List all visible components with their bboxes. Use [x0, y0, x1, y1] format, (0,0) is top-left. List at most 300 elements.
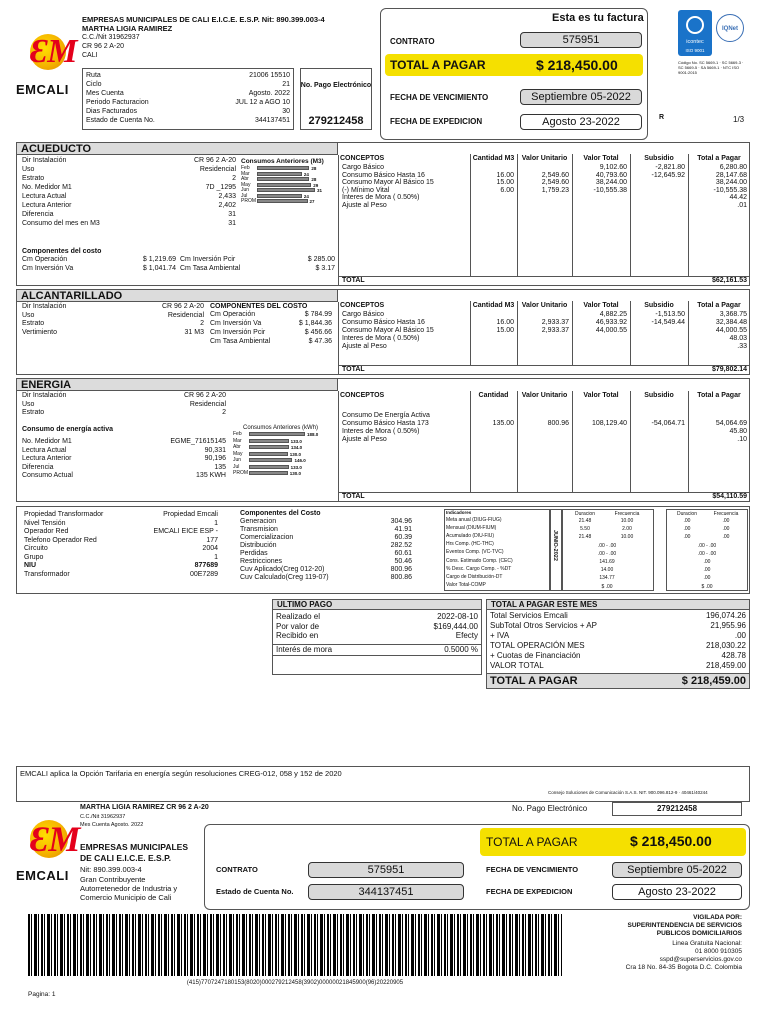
table-cell: -1,513.50: [655, 311, 685, 318]
ultimo-pago-value: Efecty: [455, 631, 478, 640]
indicador-value: .00: [722, 534, 730, 541]
table-header: Subsidio: [644, 302, 674, 309]
table-cell: Cargo Básico: [342, 311, 385, 318]
chart-bar: [249, 465, 289, 469]
chart-value-label: 31: [317, 188, 323, 193]
cupon-exped-label: FECHA DE EXPEDICION: [486, 887, 573, 896]
indicador-label: Acumulado (DIU-FIU): [446, 533, 495, 540]
table-cell: 9,102.60: [599, 164, 627, 171]
table-cell: 2,549.60: [541, 179, 569, 186]
chart-bar: [249, 458, 292, 462]
info-label: Uso: [22, 311, 35, 319]
prop-label: Circuito: [24, 545, 48, 552]
table-header: Cantidad: [478, 392, 509, 399]
indicador-label: Eventos Comp. (VC-TVC): [446, 549, 504, 556]
table-header: Subsidio: [644, 392, 674, 399]
chart-value-label: 130.0: [289, 471, 301, 476]
acueducto-consumos-title: Consumos Anteriores (M3): [241, 158, 324, 165]
chart-month-label: May: [233, 450, 243, 457]
indicador-value: 141.69: [599, 559, 615, 566]
info-value: 90,331: [204, 446, 226, 454]
table-cell: -10,555.38: [593, 186, 627, 194]
info-label: No. Medidor M1: [22, 184, 72, 191]
table-cell: Consumo Básico Hasta 16: [342, 319, 425, 326]
ultimo-pago-label: Recibido en: [276, 631, 319, 640]
table-column-divider: [572, 391, 573, 492]
cupon-extra-line: Comercio Municipio de Cali: [80, 893, 172, 902]
total-mes-value-row: 196,074.26: [705, 611, 746, 620]
info-value: Residencial: [167, 311, 204, 319]
info-value: 31: [228, 220, 236, 227]
total-mes-value-row: 21,955.96: [710, 621, 746, 630]
info-value: EGME_71615145: [170, 438, 226, 445]
table-cell: 4,882.25: [599, 311, 627, 318]
cupon-contrato-value: 575951: [308, 862, 464, 878]
costo-value: $ 285.00: [307, 256, 335, 263]
chart-bar: [257, 177, 309, 181]
table-header: Valor Total: [583, 155, 619, 162]
chart-value-label: 133.0: [290, 438, 302, 444]
ultimo-pago-value: 2022-08-10: [437, 612, 478, 621]
prop-value: 1: [214, 553, 218, 561]
costo-label: Generacion: [240, 518, 277, 525]
table-header: CONCEPTOS: [340, 155, 385, 162]
info-value: CR 96 2 A-20: [193, 157, 236, 164]
table-cell: .33: [737, 343, 747, 350]
table-cell: 28,147.68: [715, 171, 747, 179]
cupon-estado-value: 344137451: [308, 884, 464, 900]
ultimo-pago-label: Realizado el: [276, 612, 321, 621]
info-label: Estrato: [22, 320, 45, 327]
table-cell: 15.00: [496, 179, 514, 186]
chart-bar: [257, 194, 302, 198]
table-header: Total a Pagar: [697, 155, 741, 162]
indicador-col: Duracion: [574, 511, 595, 517]
indicador-value: 5.50: [580, 526, 590, 533]
table-header: CONCEPTOS: [340, 392, 385, 399]
linea-line: sspd@superservicios.gov.co: [659, 956, 742, 963]
customer-city: CALI: [82, 52, 98, 59]
table-header: Cantidad M3: [472, 302, 515, 309]
table-cell: 16.00: [496, 319, 514, 326]
costo-label: Cuv Calculado(Creg 119-07): [240, 574, 329, 581]
table-cell: 32,384.48: [715, 319, 747, 326]
info-value: CR 96 2 A-20: [161, 303, 204, 310]
total-mes-title: TOTAL A PAGAR ESTE MES: [486, 599, 750, 610]
table-cell: 44.42: [729, 194, 747, 201]
customer-cc: C.C./Nit 31962937: [82, 34, 140, 41]
table-cell: Ajuste al Peso: [342, 436, 387, 443]
chart-bar: [257, 172, 302, 176]
chart-value-label: 24: [303, 193, 309, 199]
costo-value: $ 1,041.74: [142, 265, 176, 272]
cupon-total-value: $ 218,450.00: [630, 833, 712, 849]
info-label: Uso: [22, 166, 35, 173]
total-mes-value-row: .00: [734, 631, 746, 640]
table-cell: -2,821.80: [655, 164, 685, 171]
chart-value-label: 29: [313, 182, 319, 188]
linea-line: Cra 18 No. 84-35 Bogota D.C. Colombia: [625, 964, 742, 971]
table-cell: Consumo Básico Hasta 173: [342, 420, 429, 427]
vigilada-line: VIGILADA POR:: [693, 914, 742, 921]
info-value: Residencial: [199, 166, 236, 173]
chart-bar: [249, 471, 288, 475]
cupon-extra-line: Gran Contribuyente: [80, 875, 146, 884]
table-cell: Consumo Básico Hasta 16: [342, 171, 425, 179]
info-label: Lectura Actual: [22, 193, 67, 200]
costo-value: $ 47.36: [308, 338, 332, 345]
chart-month-label: PROM: [241, 198, 256, 204]
costo-label: Cuv Aplicado(Creg 012-20): [240, 566, 325, 573]
table-cell: Interes de Mora ( 0.50%): [342, 335, 420, 342]
table-total-label: TOTAL: [342, 366, 365, 373]
info-value: 7D _1295: [205, 184, 236, 191]
cupon-mes: Mes Cuenta Agosto. 2022: [80, 822, 144, 828]
indicador-value: .00 - .00: [697, 543, 717, 549]
costo-label: Comercializacion: [240, 534, 294, 541]
indicador-value: .00: [683, 534, 691, 541]
table-cell: 6,280.80: [719, 164, 747, 171]
chart-value-label: 133.0: [290, 464, 302, 470]
emcali-logo-text: EMCALI: [16, 82, 69, 97]
consorcio-text: Consejo Soluciones de Comunicación S.A.S. NIT. 900.096.812-9 · 40461/40244: [548, 790, 708, 795]
barcode-text: (415)7707247180153(8020)000279212458(3902)00000021845900(96)20220905: [186, 980, 404, 986]
cupon-customer: MARTHA LIGIA RAMIREZ CR 96 2 A-20: [80, 804, 209, 811]
indicador-value: .00: [703, 575, 711, 582]
table-cell: 38,244.00: [715, 179, 747, 186]
table-cell: 2,933.37: [541, 319, 569, 326]
chart-bar: [257, 199, 308, 203]
indicador-label: Mensual (DIUM-FIUM): [446, 525, 497, 532]
chart-bar: [257, 166, 309, 170]
table-cell: .10: [737, 436, 747, 443]
chart-bar: [249, 452, 288, 456]
cert-codes: Código No. SC 5669-1 · SC 5669-3 · SC 5669-5 · SA 5669-1 · NTC ISO 9001:2015: [678, 60, 744, 75]
costo-value: 282.52: [390, 542, 412, 549]
table-cell: 1,759.23: [541, 186, 569, 194]
info-label: No. Medidor M1: [22, 438, 72, 445]
indicador-value: .00: [722, 518, 730, 524]
indicador-value: $ .00: [601, 583, 613, 590]
linea-line: Linea Gratuita Nacional:: [672, 940, 742, 947]
table-cell: Ajuste al Peso: [342, 343, 387, 350]
cupon-pago-label: No. Pago Electrónico: [512, 804, 588, 813]
prop-label: Telefono Operador Red: [24, 536, 97, 544]
nota-text: EMCALI aplica la Opción Tarifaria en energía según resoluciones CREG-012, 058 y 152 de 2020: [20, 769, 342, 778]
energia-consumos-title: Consumos Anteriores (kWh): [243, 425, 319, 431]
venc-label: FECHA DE VENCIMIENTO: [390, 93, 489, 102]
company-name: EMPRESAS MUNICIPALES DE CALI E.I.C.E. E.S.P. Nit: 890.399.003-4: [82, 15, 325, 24]
info-value: 90,196: [204, 455, 226, 462]
table-cell: 44,000.55: [715, 327, 747, 334]
costo-label: Cm Operación: [22, 256, 68, 263]
r-label: R: [659, 114, 665, 121]
costo-value: 60.61: [394, 550, 412, 557]
cupon-venc-value: Septiembre 05-2022: [612, 862, 742, 878]
table-cell: 2,549.60: [541, 171, 569, 179]
info-value: 21006 15510: [249, 72, 290, 79]
table-header: Subsidio: [644, 155, 674, 162]
indicador-value: .00: [683, 526, 691, 533]
iqnet-icon: [716, 14, 744, 42]
energia-title: ENERGIA: [16, 378, 338, 391]
prop-label: Operador Red: [24, 528, 69, 535]
indicador-value: .00: [703, 559, 711, 566]
indicador-value: 10.00: [620, 534, 634, 541]
table-cell: -54,064.71: [651, 420, 685, 427]
cupon-nit: Nit: 890.399.003-4: [80, 865, 142, 874]
costo-label: Cm Inversión Va: [22, 265, 74, 272]
cupon-company-1: EMPRESAS MUNICIPALES: [80, 842, 188, 852]
indicadores-title: Indicadores: [446, 510, 472, 515]
acueducto-title: ACUEDUCTO: [16, 142, 338, 155]
costo-label: Transmision: [240, 526, 278, 533]
indicador-col: Frecuencia: [713, 511, 739, 517]
table-cell: 108,129.40: [591, 420, 627, 427]
costo-value: $ 1,844.36: [298, 320, 332, 327]
total-mes-label-row: Total Servicios Emcali: [490, 611, 568, 620]
indicador-label: Hrs Comp. (HC-THC): [446, 541, 494, 548]
indicador-value: 21.48: [578, 518, 592, 524]
page-fraction: 1/3: [733, 115, 745, 124]
info-label: Lectura Anterior: [22, 455, 72, 462]
table-header: Cantidad M3: [472, 155, 515, 162]
chart-value-label: 28: [311, 166, 317, 171]
cupon-venc-label: FECHA DE VENCIMIENTO: [486, 865, 579, 874]
indicador-value: 2.00: [622, 526, 632, 533]
info-label: Dir Instalación: [22, 392, 67, 399]
total-mes-label: TOTAL A PAGAR: [490, 675, 578, 687]
table-cell: 48.03: [729, 335, 747, 342]
info-value: 2,402: [218, 202, 236, 209]
prop-label: Grupo: [24, 553, 44, 561]
vigilada-line: PUBLICOS DOMICILIARIOS: [656, 930, 742, 937]
cupon-total-label: TOTAL A PAGAR: [486, 835, 578, 849]
costo-value: 800.86: [390, 574, 412, 581]
info-label: Dir Instalación: [22, 157, 67, 164]
table-header: Valor Unitario: [521, 392, 568, 399]
info-label: Periodo Facturacion: [86, 99, 149, 106]
contrato-value: 575951: [520, 32, 642, 48]
costo-label: Cm Inversión Pcir: [210, 329, 266, 336]
costo-label: Cm Tasa Ambiental: [180, 265, 241, 272]
table-total-value: $54,110.59: [712, 493, 747, 500]
indicadores-period-label: JUNIO-2022: [552, 530, 558, 561]
indicador-value: 21.48: [578, 534, 592, 541]
table-cell: 15.00: [496, 327, 514, 334]
table-header: Valor Total: [583, 302, 619, 309]
table-cell: -10,555.38: [713, 186, 747, 194]
info-value: 2: [232, 175, 236, 182]
info-value: Agosto. 2022: [248, 90, 290, 97]
chart-value-label: 28: [311, 177, 317, 182]
table-cell: Cargo Básico: [342, 164, 385, 171]
info-label: Ruta: [86, 72, 101, 79]
exped-label: FECHA DE EXPEDICION: [390, 117, 483, 126]
prop-value: 177: [206, 536, 218, 544]
table-cell: Consumo Mayor Al Básico 15: [342, 327, 434, 334]
table-cell: -14,549.44: [651, 319, 685, 326]
table-total-label: TOTAL: [342, 493, 365, 500]
costo-value: 50.46: [394, 558, 412, 565]
table-cell: (-) Mínimo Vital: [342, 186, 390, 194]
table-cell: -12,645.92: [651, 171, 685, 179]
indicador-value: .00 - .00: [697, 551, 717, 558]
table-cell: 46,933.92: [595, 319, 627, 326]
table-cell: Interes de Mora ( 0.50%): [342, 194, 420, 201]
table-header: Total a Pagar: [697, 302, 741, 309]
costo-value: 800.96: [390, 566, 412, 573]
table-cell: 800.96: [547, 420, 569, 427]
chart-bar: [249, 445, 289, 449]
mora-value: 0.5000 %: [444, 645, 478, 654]
total-value: $ 218,450.00: [536, 57, 618, 73]
info-label: Lectura Actual: [22, 446, 67, 454]
cupon-exped-value: Agosto 23-2022: [612, 884, 742, 900]
info-value: 2,433: [218, 193, 236, 200]
chart-bar: [257, 188, 315, 192]
costo-value: $ 1,219.69: [142, 256, 176, 263]
barcode-icon: [28, 914, 562, 976]
info-value: 21: [282, 81, 290, 88]
prop-value: Propiedad Emcali: [163, 511, 218, 518]
indicador-value: .00 - .00: [597, 551, 617, 558]
total-mes-value-row: 218,030.22: [705, 641, 746, 650]
chart-value-label: 134.0: [290, 445, 303, 450]
cupon-pago-value: 279212458: [656, 804, 698, 813]
cupon-cc: C.C./Nit 31962937: [80, 814, 126, 820]
total-mes-label-row: + IVA: [490, 631, 510, 640]
table-cell: 40,793.60: [595, 171, 627, 179]
chart-month-label: Mar: [233, 437, 242, 444]
indicador-label: Cons. Estimado Comp. (CEC): [446, 557, 513, 564]
ultimo-pago-label: Por valor de: [276, 621, 320, 631]
table-cell: 16.00: [496, 171, 514, 179]
indicador-value: 10.00: [620, 518, 634, 524]
table-cell: Consumo De Energía Activa: [342, 412, 430, 419]
info-label: Estado de Cuenta No.: [86, 117, 155, 124]
chart-bar: [257, 183, 311, 187]
chart-value-label: 24: [303, 171, 309, 177]
exped-value: Agosto 23-2022: [520, 114, 642, 130]
chart-month-label: Jul: [233, 463, 240, 470]
total-mes-label-row: TOTAL OPERACIÓN MES: [490, 641, 585, 650]
indicador-col: Duracion: [676, 511, 697, 517]
total-mes-value-row: 428.78: [721, 651, 746, 660]
prop-value: 00E7289: [189, 570, 218, 578]
acueducto-costo-title: Componentes del costo: [22, 248, 102, 255]
energia-costo-title: Componentes del Costo: [240, 510, 321, 517]
costo-label: Cm Operación: [210, 311, 256, 318]
chart-value-label: 146.0: [294, 458, 306, 463]
chart-value-label: 130.0: [289, 451, 301, 457]
info-value: CR 96 2 A-20: [183, 392, 226, 399]
chart-month-label: Jun: [233, 457, 242, 463]
prop-label: Propiedad Transformador: [24, 511, 104, 518]
costo-label: Cm Inversión Va: [210, 320, 262, 327]
indicador-value: 134.77: [599, 575, 615, 582]
prop-value: 2004: [202, 545, 218, 552]
emcali-logo-mark-2: ƐМ: [30, 819, 81, 859]
info-label: Estrato: [22, 175, 45, 182]
emcali-logo-text-2: EMCALI: [16, 868, 69, 883]
vigilada-line: SUPERINTENDENCIA DE SERVICIOS: [627, 922, 742, 929]
indicador-col: Frecuencia: [614, 511, 640, 517]
table-cell: .01: [737, 201, 747, 209]
info-label: Uso: [22, 400, 35, 408]
total-mes-label-row: SubTotal Otros Servicios + AP: [490, 621, 597, 630]
ultimo-pago-value: $169,444.00: [433, 621, 478, 631]
alcantarillado-title: ALCANTARILLADO: [16, 289, 338, 302]
indicador-label: Meta anual (DIUG-FIUG): [446, 517, 502, 523]
acueducto-consumos-chart: [241, 166, 337, 216]
table-cell: 135.00: [492, 420, 514, 427]
table-column-divider: [630, 391, 631, 492]
energia-consumos-chart: [233, 432, 333, 482]
chart-month-label: Abr: [241, 176, 249, 182]
table-total-value: $79,802.14: [711, 366, 747, 373]
info-value: 31: [228, 211, 236, 218]
info-label: Diferencia: [22, 463, 54, 471]
chart-month-label: Feb: [233, 431, 242, 437]
customer-name: MARTHA LIGIA RAMIREZ: [82, 24, 173, 33]
info-value: 344137451: [254, 117, 290, 124]
table-cell: 54,064.69: [715, 420, 747, 427]
prop-label: Transformador: [24, 570, 70, 578]
costo-label: Distribución: [240, 542, 277, 549]
info-value: JUL 12 a AGO 10: [235, 99, 290, 106]
chart-month-label: Jun: [241, 187, 250, 193]
cert-sub: ISO 9001: [685, 48, 705, 53]
indicador-value: .00: [722, 526, 730, 533]
table-header: CONCEPTOS: [340, 302, 385, 309]
info-value: 2: [200, 320, 204, 327]
mora-label: Interés de mora: [276, 645, 333, 654]
venc-value: Septiembre 05-2022: [520, 89, 642, 105]
total-mes-value: $ 218,459.00: [681, 675, 746, 687]
info-label: Dir Instalación: [22, 303, 67, 310]
total-label: TOTAL A PAGAR: [390, 58, 486, 72]
indicador-value: 14.00: [600, 567, 614, 574]
indicador-value: .00: [703, 567, 711, 574]
table-column-divider: [517, 391, 518, 492]
ultimo-pago-title: ULTIMO PAGO: [272, 599, 482, 610]
prop-label: Nivel Tensión: [24, 519, 66, 527]
info-value: 135 KWH: [196, 472, 226, 479]
costo-value: 304.96: [390, 518, 412, 525]
table-column-divider: [470, 391, 471, 492]
table-cell: 2,933.37: [541, 327, 569, 334]
chart-month-label: Mar: [241, 170, 250, 177]
table-cell: 6.00: [500, 186, 514, 194]
pago-label: No. Pago Electrónico: [300, 82, 372, 89]
indicador-value: $ .00: [701, 583, 713, 590]
prop-value: 877689: [194, 562, 218, 569]
invoice-title: Esta es tu factura: [552, 12, 644, 24]
indicador-label: % Desc. Cargo Comp. - %DT: [446, 565, 512, 572]
costo-value: $ 784.99: [304, 311, 332, 318]
chart-month-label: Abr: [233, 444, 241, 450]
info-label: Consumo Actual: [22, 472, 73, 479]
table-header: Valor Unitario: [521, 302, 568, 309]
info-label: Dias Facturados: [86, 108, 137, 115]
costo-label: Cm Tasa Ambiental: [210, 338, 271, 345]
table-cell: 45.80: [729, 428, 747, 435]
table-cell: 44,000.55: [595, 327, 627, 334]
table-cell: Ajuste al Peso: [342, 201, 387, 209]
info-value: 135: [214, 463, 226, 471]
table-cell: 38,244.00: [595, 179, 627, 186]
